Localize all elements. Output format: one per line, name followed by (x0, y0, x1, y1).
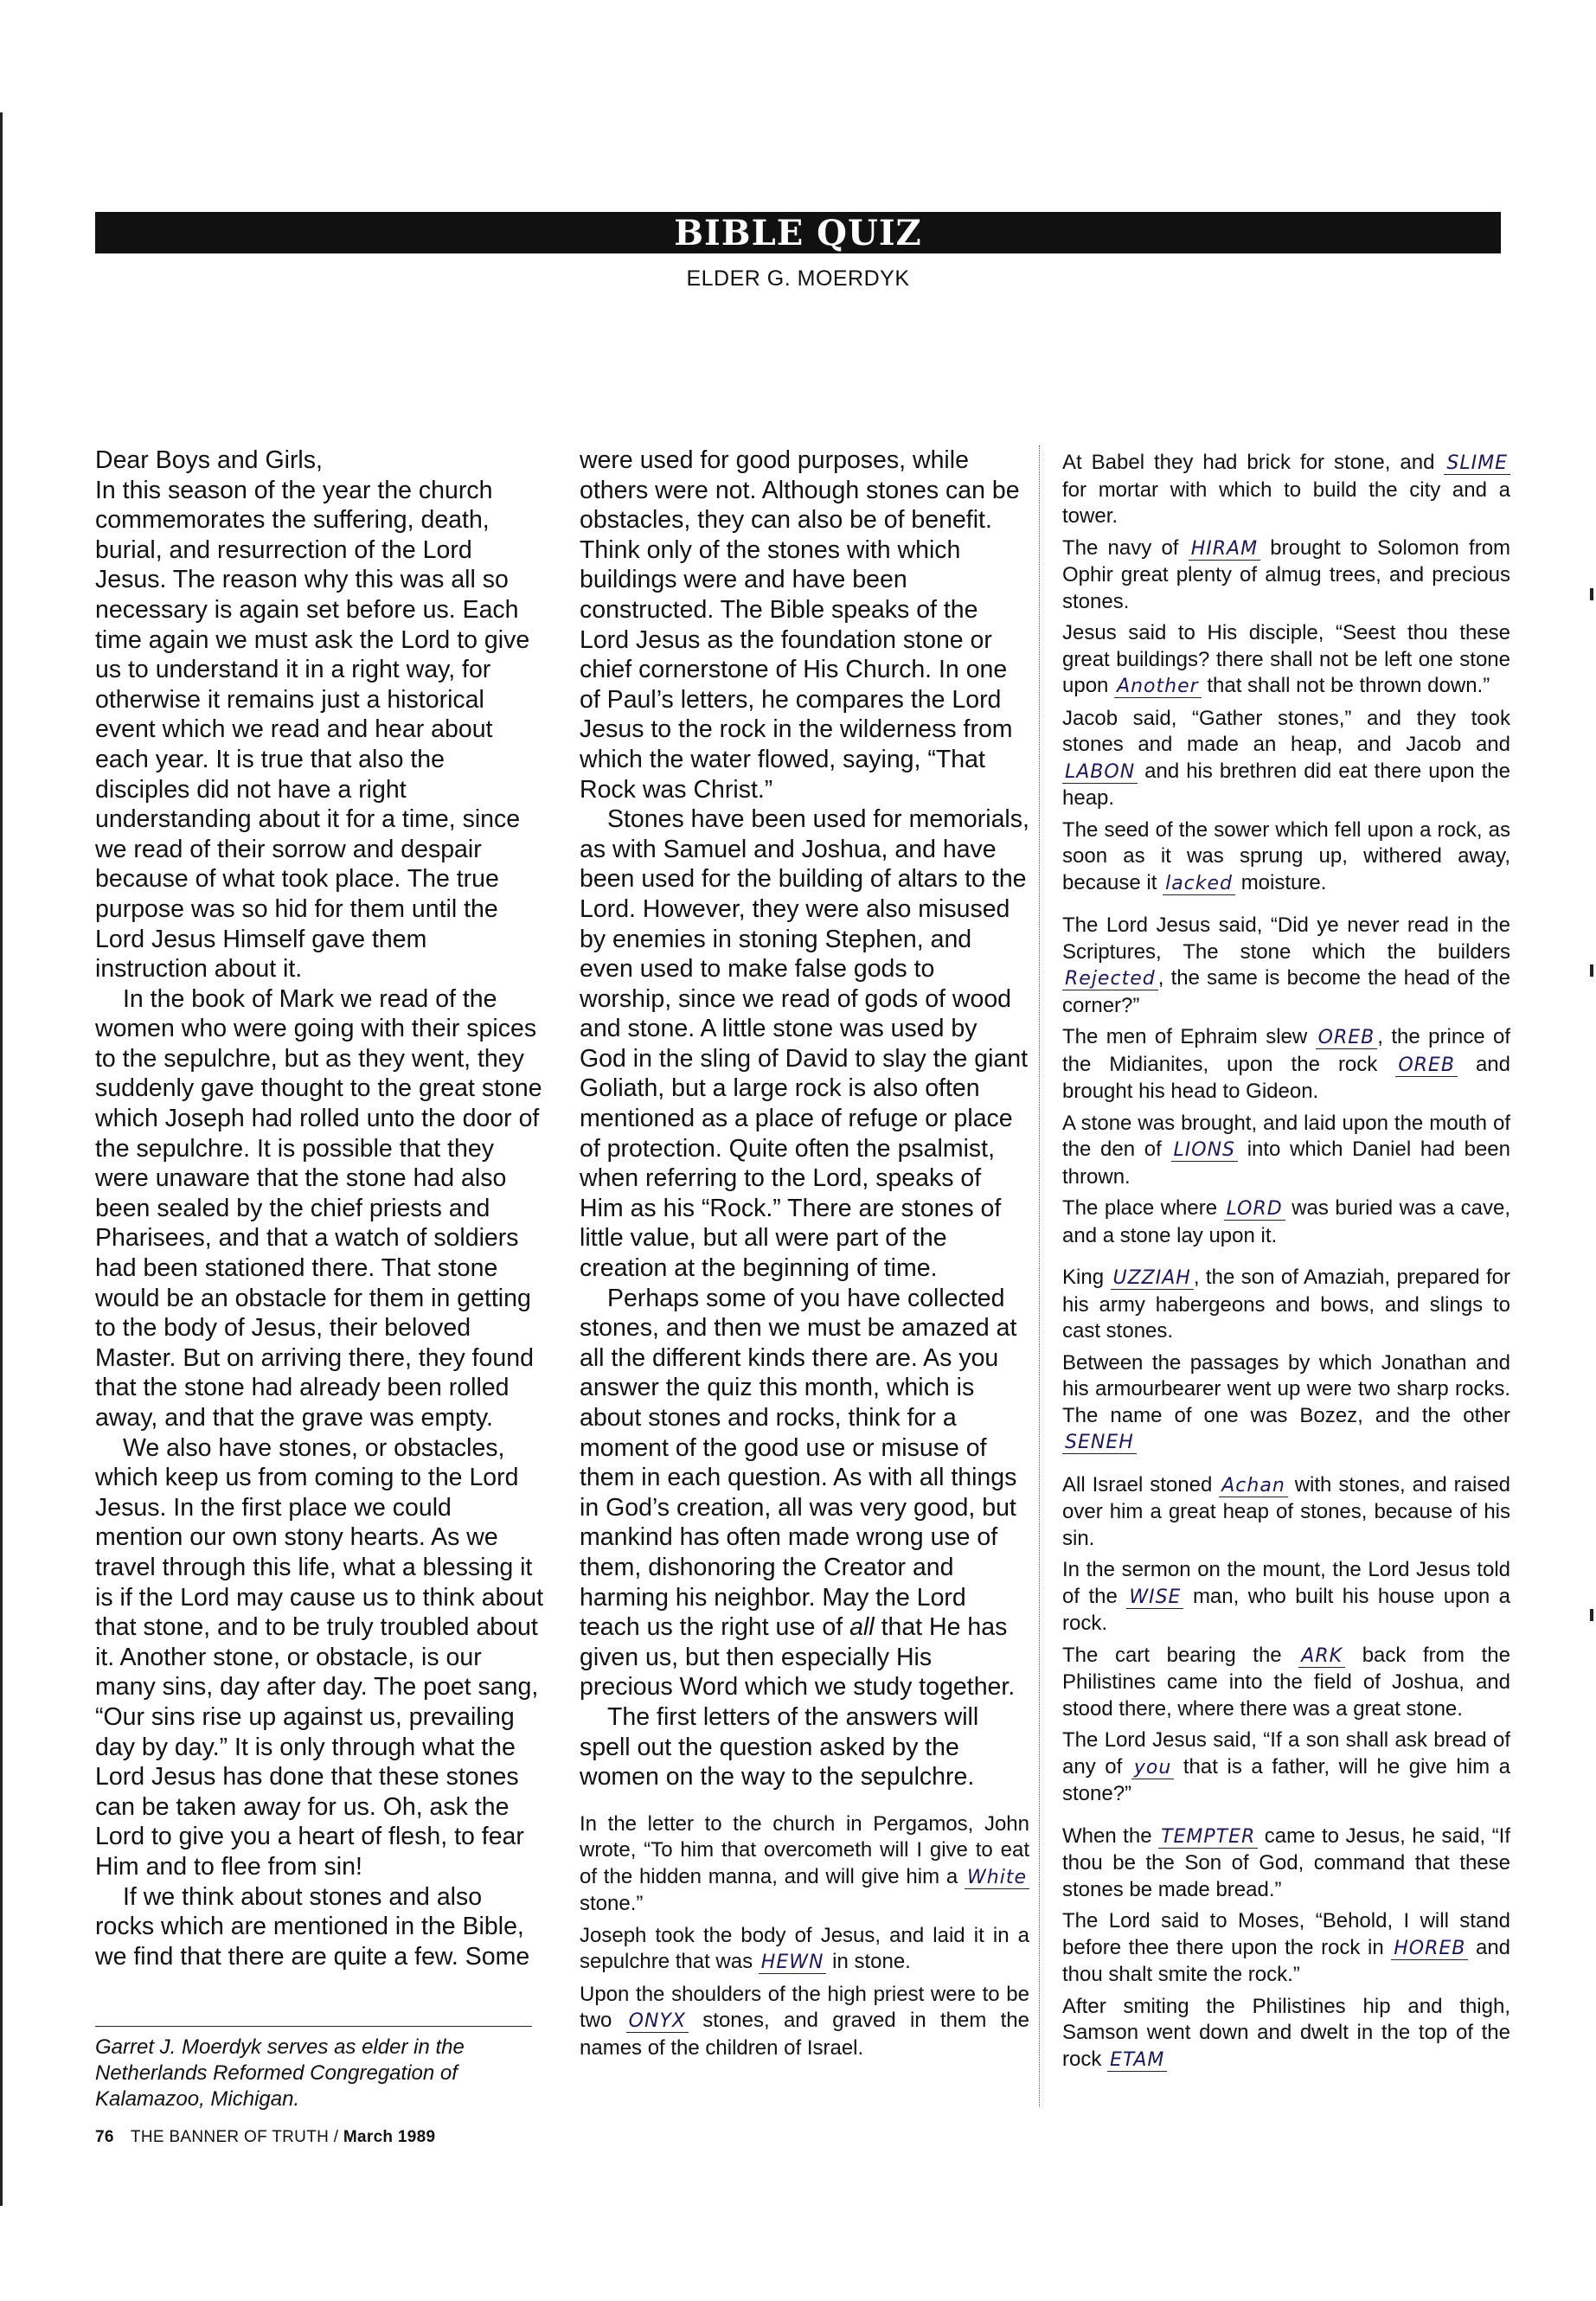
quiz-question: At Babel they had brick for stone, and SLIME for mortar with which to build the city and a tower. (1062, 451, 1510, 528)
quiz-question: A stone was brought, and laid upon the mouth of the den of LIONS into which Daniel had been thrown. (1062, 1111, 1511, 1189)
article-column-1 (95, 445, 545, 1971)
handwritten-answer: HOREB (1391, 1938, 1468, 1960)
issue-date: March 1989 (343, 2128, 436, 2146)
handwritten-answer: LABON (1062, 761, 1138, 784)
quiz-question: All Israel stoned Achan with stones, and raised over him a great heap of stones, because of his sin. (1062, 1472, 1511, 1550)
footnote-rule (95, 2026, 532, 2027)
handwritten-answer: LORD (1224, 1198, 1285, 1221)
handwritten-answer: lacked (1163, 873, 1235, 895)
handwritten-answer: White (965, 1867, 1029, 1889)
quiz-question: Jesus said to His disciple, “Seest thou these great buildings? there shall not be left one stone upon Another that shall not be thrown down.” (1062, 621, 1510, 697)
article-paragraph: Stones have been used for memorials, as with Samuel and Joshua, and have been used for the building of altars to the Lord. However, they were also misused by enemies in stoning Stephen, and even used to make false gods to worship, since we read of gods of wood and stone. A little stone was used by God in the sling of David to slay the giant Goliath, but a large rock is also often mentioned as a place of refuge or place of protection. Quite often the psalmist, when referring to the Lord, speaks of Him as his “Rock.” There are stones of little value, but all were part of the creation at the beginning of time. (580, 805, 1029, 1283)
quiz-question: After smiting the Philistines hip and thigh, Samson went down and dwelt in the top of the rock ETAM (1062, 1994, 1510, 2071)
greeting: Dear Boys and Girls, (95, 446, 323, 474)
article-paragraph: were used for good purposes, while others were not. Although stones can be obstacles, they can also be of benefit. Think only of the stones with which buildings were and have been constructed. The Bible speaks of the Lord Jesus as the foundation stone or chief cornerstone of His Church. In one of Paul’s letters, he compares the Lord Jesus to the rock in the wilderness from which the water flowed, saying, “That Rock was Christ.” (580, 446, 1020, 804)
quiz-column (1062, 450, 1510, 2079)
quiz-question: The Lord Jesus said, “Did ye never read in the Scriptures, The stone which the builders Rejected , the same is become the head of the corner?” (1062, 913, 1510, 1017)
quiz-question: The seed of the sower which fell upon a rock, as soon as it was sprung up, withered away, because it lacked moisture. (1062, 817, 1510, 894)
handwritten-answer: UZZIAH (1111, 1267, 1194, 1290)
publication-name: THE BANNER OF TRUTH / (130, 2128, 339, 2146)
page-number: 76 (95, 2128, 114, 2146)
handwritten-answer: SENEH (1062, 1432, 1137, 1454)
article-paragraph: In this season of the year the church commemorates the suffering, death, burial, and resurrection of the Lord Jesus. The reason why this was all so necessary is again set before us. Each time again we must ask the Lord to give us to understand it in a right way, for otherwise it remains just a historical event which we read and hear about each year. It is true that also the disciples did not have a right understanding about it for a time, since we read of their sorrow and despair because of what took place. The true purpose was so hid for them until the Lord Jesus Himself gave them instruction about it. (95, 476, 530, 984)
scan-edge (0, 112, 3, 2206)
handwritten-answer: ONYX (626, 2010, 689, 2033)
scan-mark (1590, 1609, 1593, 1621)
handwritten-answer: Achan (1219, 1475, 1288, 1497)
article-paragraph: We also have stones, or obstacles, which keep us from coming to the Lord Jesus. In the first place we could mention our own stony hearts. As we travel through this life, what a blessing it is if the Lord may cause us to think about that stone, and to be truly troubled about it. Another stone, or obstacle, is our many sins, day after day. The poet sang, “Our sins rise up against us, prevailing day by day.” It is only through what the Lord Jesus has done that these stones can be taken away for us. Oh, ask the Lord to give you a heart of flesh, to fear Him and to flee from sin! (95, 1433, 544, 1881)
emphasis: all (849, 1613, 875, 1642)
quiz-question: In the letter to the church in Pergamos, John wrote, “To him that overcometh will I give to eat of the hidden manna, and will give him a White stone.” (580, 1811, 1029, 1916)
author-footnote: Garret J. Moerdyk serves as elder in the Netherlands Reformed Congregation of Kalamazoo, Michigan. (95, 2035, 465, 2111)
quiz-question: The men of Ephraim slew OREB , the prince of the Midianites, upon the rock OREB and brought his head to Gideon. (1062, 1025, 1511, 1103)
quiz-question: The Lord said to Moses, “Behold, I will stand before thee there upon the rock in HOREB and thou shalt smite the rock.” (1062, 1909, 1511, 1986)
article-paragraph: In the book of Mark we read of the women who were going with their spices to the sepulchre, but as they went, they suddenly gave thought to the great stone which Joseph had rolled unto the door of the sepulchre. It is possible that they were unaware that the stone had also been sealed by the chief priests and Pharisees, and that a watch of soldiers had been stationed there. That stone would be an obstacle for them in getting to the body of Jesus, their beloved Master. But on arriving there, they found that the stone had already been rolled away, and that the grave was empty. (95, 984, 542, 1432)
column-divider (1039, 445, 1040, 2106)
article-paragraph: If we think about stones and also rocks which are mentioned in the Bible, we find that there are quite a few. Some (95, 1882, 530, 1971)
handwritten-answer: TEMPTER (1158, 1826, 1258, 1849)
handwritten-answer: ETAM (1107, 2049, 1167, 2072)
handwritten-answer: WISE (1126, 1586, 1183, 1609)
quiz-question: Upon the shoulders of the high priest were to be two ONYX stones, and graved in them the names of the children of Israel. (580, 1982, 1030, 2060)
handwritten-answer: Rejected (1062, 968, 1158, 990)
quiz-question: The navy of HIRAM brought to Solomon from Ophir great plenty of almug trees, and precious stones. (1062, 535, 1511, 613)
quiz-question: The cart bearing the ARK back from the Philistines came into the field of Joshua, and stood there, where there was a great stone. (1062, 1643, 1510, 1721)
handwritten-answer: you (1131, 1757, 1174, 1779)
article-paragraph: Perhaps some of you have collected stones, and then we must be amazed at all the different kinds there are. As you answer the quiz this month, which is about stones and rocks, think for a moment of the good use or misuse of them in each question. As with all things in God’s creation, all was very good, but mankind has often made wrong use of them, dishonoring the Creator and harming his neighbor. May the Lord teach us the right use of all that He has given us, but then especially His precious Word which we study together. (580, 1284, 1017, 1702)
handwritten-answer: OREB (1395, 1054, 1458, 1077)
handwritten-answer: LIONS (1171, 1139, 1238, 1162)
quiz-question: The place where LORD was buried was a cave, and a stone lay upon it. (1062, 1196, 1510, 1247)
handwritten-answer: SLIME (1444, 452, 1510, 475)
quiz-question: In the sermon on the mount, the Lord Jesus told of the WISE man, who built his house upon a rock. (1062, 1558, 1511, 1635)
quiz-question: The Lord Jesus said, “If a son shall ask bread of any of you that is a father, will he give him a stone?” (1062, 1728, 1510, 1805)
title-banner (95, 212, 1501, 253)
page-title: BIBLE QUIZ (674, 212, 922, 253)
quiz-question: When the TEMPTER came to Jesus, he said, “If thou be the Son of God, command that these stones be made bread.” (1062, 1823, 1511, 1901)
article-column-2 (580, 445, 1029, 2067)
quiz-question: King UZZIAH , the son of Amaziah, prepared for his army habergeons and bows, and slings to cast stones. (1062, 1266, 1511, 1343)
handwritten-answer: OREB (1316, 1027, 1378, 1049)
handwritten-answer: HIRAM (1189, 538, 1260, 561)
scan-mark (1590, 965, 1593, 977)
quiz-question: Between the passages by which Jonathan and his armourbearer went up were two sharp rocks. The name of one was Bozez, and the other SENEH (1062, 1350, 1510, 1453)
page-footer (95, 2128, 435, 2147)
author-line: ELDER G. MOERDYK (686, 266, 910, 291)
handwritten-answer: Another (1114, 676, 1202, 698)
handwritten-answer: HEWN (759, 1952, 827, 1974)
handwritten-answer: ARK (1298, 1645, 1345, 1668)
article-paragraph: The first letters of the answers will spell out the question asked by the women on the way to the sepulchre. (580, 1702, 979, 1791)
quiz-question: Jacob said, “Gather stones,” and they took stones and made an heap, and Jacob and LABON and his brethren did eat there upon the heap. (1062, 706, 1510, 810)
scan-mark (1590, 588, 1593, 600)
quiz-question: Joseph took the body of Jesus, and laid it in a sepulchre that was HEWN in stone. (580, 1923, 1029, 1974)
